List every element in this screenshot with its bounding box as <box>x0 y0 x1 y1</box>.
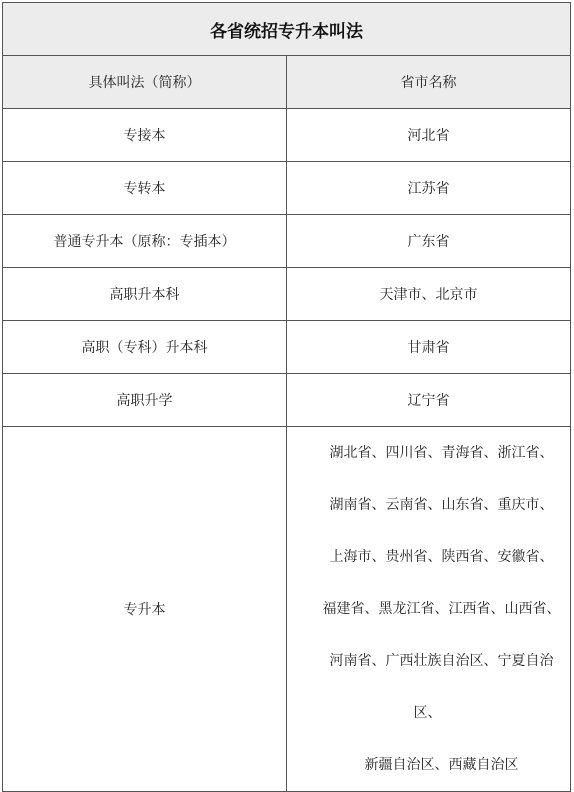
header-provinces: 省市名称 <box>287 56 571 109</box>
table-row <box>3 374 571 427</box>
province-list <box>287 427 571 792</box>
province-line: 福建省、黑龙江省、江西省、山西省、 <box>322 601 561 617</box>
province-line: 湖南省、云南省、山东省、重庆市、 <box>329 497 554 513</box>
row-provinces: 河北省 <box>287 109 571 162</box>
row-provinces: 辽宁省 <box>287 374 571 427</box>
province-line: 上海市、贵州省、陕西省、安徽省、 <box>329 549 554 565</box>
table-title: 各省统招专升本叫法 <box>3 3 571 56</box>
table-row <box>3 109 571 162</box>
naming-table <box>2 2 571 792</box>
row-name: 专升本 <box>3 427 287 792</box>
row-provinces: 甘肃省 <box>287 321 571 374</box>
province-line: 新疆自治区、西藏自治区 <box>364 757 519 773</box>
province-line: 湖北省、四川省、青海省、浙江省、 <box>329 445 554 461</box>
row-name: 专接本 <box>3 109 287 162</box>
row-name: 高职（专科）升本科 <box>3 321 287 374</box>
table-row <box>3 321 571 374</box>
row-name: 专转本 <box>3 162 287 215</box>
table-row <box>3 215 571 268</box>
row-provinces: 江苏省 <box>287 162 571 215</box>
row-name: 高职升学 <box>3 374 287 427</box>
province-line: 河南省、广西壮族自治区、宁夏自治区、 <box>329 653 554 721</box>
header-row <box>3 56 571 109</box>
header-name: 具体叫法（简称） <box>3 56 287 109</box>
table-row-zhuanshengben <box>3 427 571 792</box>
title-row <box>3 3 571 56</box>
row-name: 高职升本科 <box>3 268 287 321</box>
row-provinces: 天津市、北京市 <box>287 268 571 321</box>
row-provinces: 广东省 <box>287 215 571 268</box>
table-row <box>3 162 571 215</box>
row-name: 普通专升本（原称：专插本） <box>3 215 287 268</box>
table-row <box>3 268 571 321</box>
